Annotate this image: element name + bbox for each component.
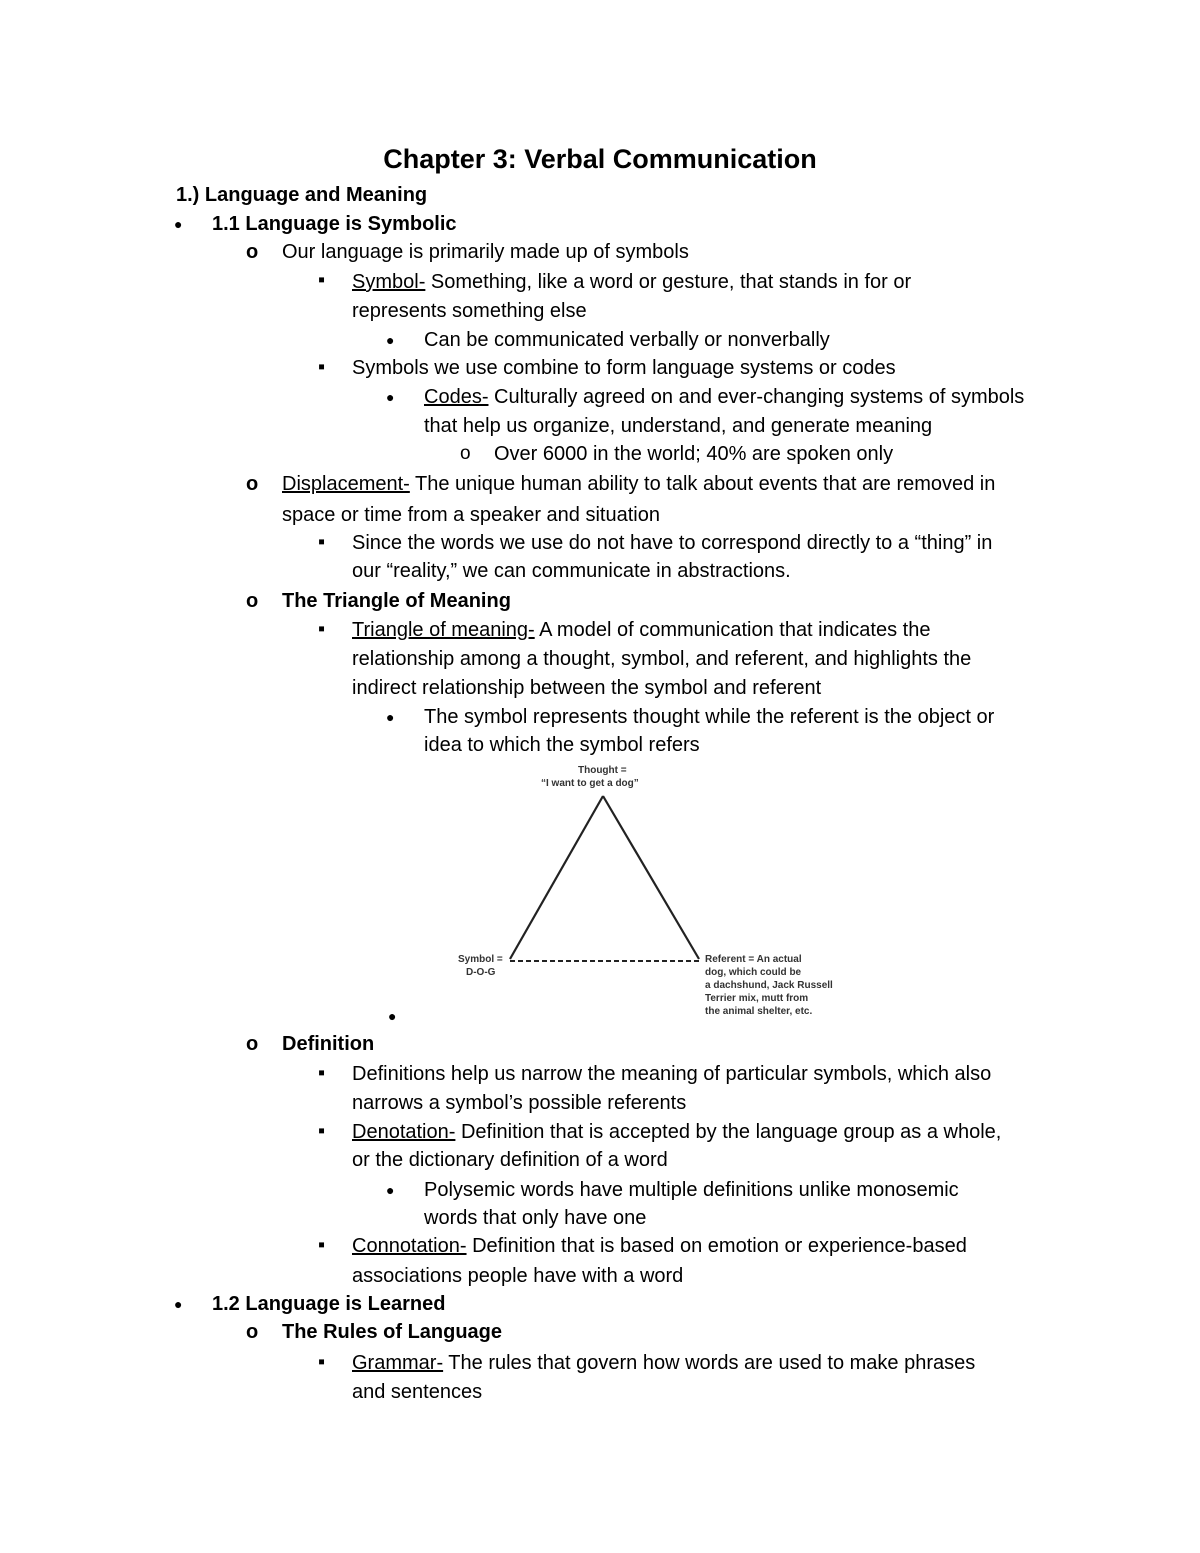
label-referent-1: Referent = An actual: [705, 954, 802, 965]
text-codes-definition-cont: that help us organize, understand, and generate meaning: [424, 415, 933, 437]
text-denotation-definition: [352, 1120, 1001, 1144]
connotation-def-text: Definition that is based on emotion or experience-based: [466, 1235, 967, 1257]
bullet-disc-icon: [386, 1177, 394, 1202]
heading-definition: Definition: [282, 1033, 375, 1055]
bullet-circle-icon: [246, 1032, 258, 1056]
label-symbol-1: Symbol =: [458, 954, 503, 965]
text-triangle-definition: [352, 618, 930, 642]
term-triangle-of-meaning: Triangle of meaning-: [352, 619, 535, 641]
text-displacement-sub-cont: our “reality,” we can communicate in abstractions.: [352, 560, 791, 582]
bullet-square-icon: [318, 617, 325, 641]
grammar-def-text: The rules that govern how words are used to make phrases: [443, 1352, 976, 1374]
text-symbol-sub: Can be communicated verbally or nonverbally: [424, 329, 830, 351]
triangle-of-meaning-diagram: [440, 760, 860, 1030]
heading-rules-of-language: The Rules of Language: [282, 1321, 503, 1343]
bullet-disc-icon: [174, 1291, 182, 1316]
term-codes: Codes-: [424, 386, 489, 408]
bullet-square-icon: [318, 530, 325, 554]
section-heading-language-and-meaning: 1.) Language and Meaning: [176, 184, 428, 206]
text-denotation-definition-cont: or the dictionary definition of a word: [352, 1149, 668, 1171]
text-triangle-definition-cont-2: indirect relationship between the symbol and referent: [352, 677, 822, 699]
displacement-def-text: The unique human ability to talk about events that are removed in: [409, 473, 996, 495]
text-polysemic: Polysemic words have multiple definitions unlike monosemic: [424, 1179, 959, 1201]
bullet-square-icon: [318, 1350, 325, 1374]
text-symbols-combine: Symbols we use combine to form language systems or codes: [352, 357, 896, 379]
text-intro: Our language is primarily made up of symbols: [282, 241, 689, 263]
bullet-square-icon: [318, 1061, 325, 1085]
text-grammar-definition: [352, 1351, 975, 1375]
triangle-def-text: A model of communication that indicates the: [534, 619, 931, 641]
term-connotation: Connotation-: [352, 1235, 467, 1257]
text-displacement-definition-cont: space or time from a speaker and situation: [282, 504, 660, 526]
bullet-square-icon: [318, 1119, 325, 1143]
text-symbol-definition-cont: represents something else: [352, 300, 587, 322]
bullet-disc-icon: [388, 1003, 396, 1028]
symbol-def-text: Something, like a word or gesture, that stands in for or: [425, 271, 912, 293]
label-symbol-2: D-O-G: [466, 967, 496, 978]
bullet-circle-icon: [460, 441, 471, 466]
text-triangle-definition-cont-1: relationship among a thought, symbol, and referent, and highlights the: [352, 648, 972, 670]
text-triangle-sub-cont: idea to which the symbol refers: [424, 734, 700, 756]
text-displacement-definition: [282, 472, 995, 496]
bullet-disc-icon: [386, 704, 394, 729]
bullet-circle-icon: [246, 1320, 258, 1344]
term-grammar: Grammar-: [352, 1352, 444, 1374]
bullet-square-icon: [318, 268, 325, 292]
subsection-heading-symbolic: 1.1 Language is Symbolic: [212, 213, 457, 235]
text-symbol-definition: [352, 270, 911, 294]
label-thought-1: Thought =: [578, 765, 627, 776]
bullet-circle-icon: [246, 240, 258, 264]
bullet-disc-icon: [386, 327, 394, 352]
label-referent-3: a dachshund, Jack Russell: [705, 980, 833, 991]
term-denotation: Denotation-: [352, 1121, 456, 1143]
bullet-square-icon: [318, 1233, 325, 1257]
label-referent-4: Terrier mix, mutt from: [705, 993, 809, 1004]
heading-triangle-of-meaning: The Triangle of Meaning: [282, 590, 511, 612]
label-referent-2: dog, which could be: [705, 967, 802, 978]
label-referent-5: the animal shelter, etc.: [705, 1006, 813, 1017]
text-displacement-sub: Since the words we use do not have to correspond directly to a “thing” in: [352, 532, 993, 554]
label-thought-2: “I want to get a dog”: [541, 778, 639, 789]
bullet-disc-icon: [174, 211, 182, 236]
text-definitions-cont: narrows a symbol’s possible referents: [352, 1092, 687, 1114]
term-symbol: Symbol-: [352, 271, 426, 293]
triangle-right-edge: [603, 796, 699, 959]
bullet-disc-icon: [386, 384, 394, 409]
term-displacement: Displacement-: [282, 473, 410, 495]
subsection-heading-learned: 1.2 Language is Learned: [212, 1293, 446, 1315]
text-connotation-definition-cont: associations people have with a word: [352, 1265, 684, 1287]
codes-def-text: Culturally agreed on and ever-changing systems of symbols: [488, 386, 1025, 408]
text-connotation-definition: [352, 1234, 967, 1258]
page-title: Chapter 3: Verbal Communication: [383, 144, 817, 174]
triangle-left-edge: [510, 796, 603, 959]
bullet-circle-icon: [246, 589, 258, 613]
bullet-square-icon: [318, 355, 325, 379]
denotation-def-text: Definition that is accepted by the language group as a whole,: [455, 1121, 1002, 1143]
bullet-circle-icon: [246, 472, 258, 496]
text-polysemic-cont: words that only have one: [424, 1207, 647, 1229]
text-codes-definition: [424, 385, 1024, 409]
text-codes-sub: Over 6000 in the world; 40% are spoken only: [494, 443, 894, 465]
text-triangle-sub: The symbol represents thought while the referent is the object or: [424, 706, 995, 728]
text-definitions: Definitions help us narrow the meaning of particular symbols, which also: [352, 1063, 992, 1085]
text-grammar-definition-cont: and sentences: [352, 1381, 483, 1403]
